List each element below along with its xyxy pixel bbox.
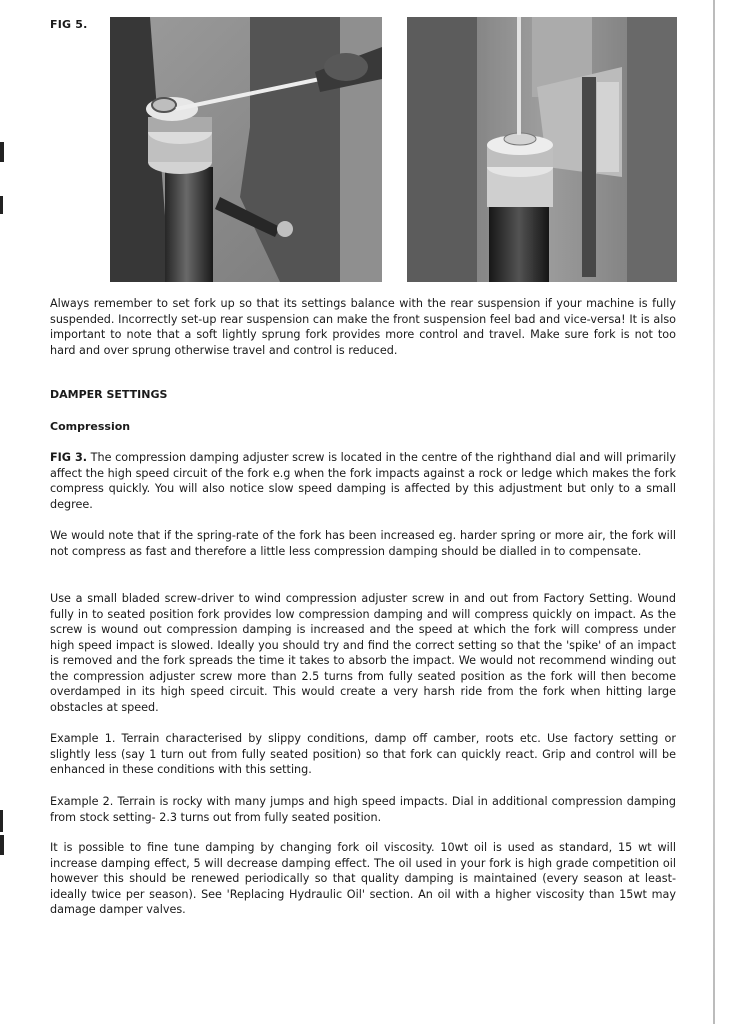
- page-edge-shadow: [713, 0, 715, 1024]
- photo-compression-adjuster: [110, 17, 382, 282]
- paragraph-example-2: Example 2. Terrain is rocky with many jumps and high speed impacts. Dial in additional compression damping from stock setting- 2.3 turns out from fully seated position.: [50, 795, 676, 824]
- scan-mark: [0, 142, 4, 162]
- subheading-compression: Compression: [50, 420, 131, 433]
- scan-mark: [0, 196, 3, 214]
- paragraph-fig3: [50, 450, 676, 512]
- paragraph-oil-viscosity: It is possible to fine tune damping by changing fork oil viscosity. 10wt oil is used as standard, 15 wt will increase damping effect, 5 will decrease damping effect. The oil used in your fork is high grade competition oil however this should be renewed periodically so that quality damping is maintained (every season at least- ideally twice per season). See 'Replacing Hydraulic Oil' section. An oil with a higher viscosity than 15wt may damage damper valves.: [50, 841, 676, 916]
- figure-reference: FIG 3.: [50, 451, 88, 464]
- section-heading: DAMPER SETTINGS: [50, 388, 168, 401]
- intro-paragraph: Always remember to set fork up so that its settings balance with the rear suspension if your machine is fully suspended. Incorrectly set-up rear suspension can make the front suspension feel bad and vice-versa! It is also important to note that a soft lightly sprung fork provides more control and travel. Make sure fork is not too hard and over sprung otherwise travel and control is reduced.: [50, 297, 676, 357]
- scan-mark: [0, 835, 4, 855]
- paragraph-adjuster-screw: Use a small bladed screw-driver to wind compression adjuster screw in and out from Factory Setting. Wound fully in to seated position fork provides low compression damping and will compress quickly on impact. As the screw is wound out compression damping is increased and the speed at which the fork will compress under high speed impact is slowed. Ideally you should try and find the correct setting so that the 'spike' of an impact is removed and the fork spreads the time it takes to absorb the impact. We would not recommend winding out the compression adjuster screw more than 2.5 turns from fully seated position as the fork will then become overdamped in its high speed circuit. This would create a very harsh ride from the fork when hitting large obstacles at speed.: [50, 592, 676, 714]
- paragraph-text: The compression damping adjuster screw is located in the centre of the righthand dial and will primarily affect the high speed circuit of the fork e.g when the fork impacts against a rock or ledge which makes the fork compress quickly. You will also notice slow speed damping is affected by this adjustment but only to a small degree.: [50, 451, 676, 511]
- paragraph-example-1: Example 1. Terrain characterised by slippy conditions, damp off camber, roots etc. Use factory setting or slightly less (say 1 turn out from fully seated position) so that fork can quickly react. Grip and control will be enhanced in these conditions with this setting.: [50, 732, 676, 776]
- photo-fork-top-dial: [407, 17, 677, 282]
- figure-label: FIG 5.: [50, 18, 88, 31]
- scan-mark: [0, 810, 3, 832]
- paragraph-spring-rate: We would note that if the spring-rate of the fork has been increased eg. harder spring or more air, the fork will not compress as fast and therefore a little less compression damping should be dialled in to compensate.: [50, 529, 676, 558]
